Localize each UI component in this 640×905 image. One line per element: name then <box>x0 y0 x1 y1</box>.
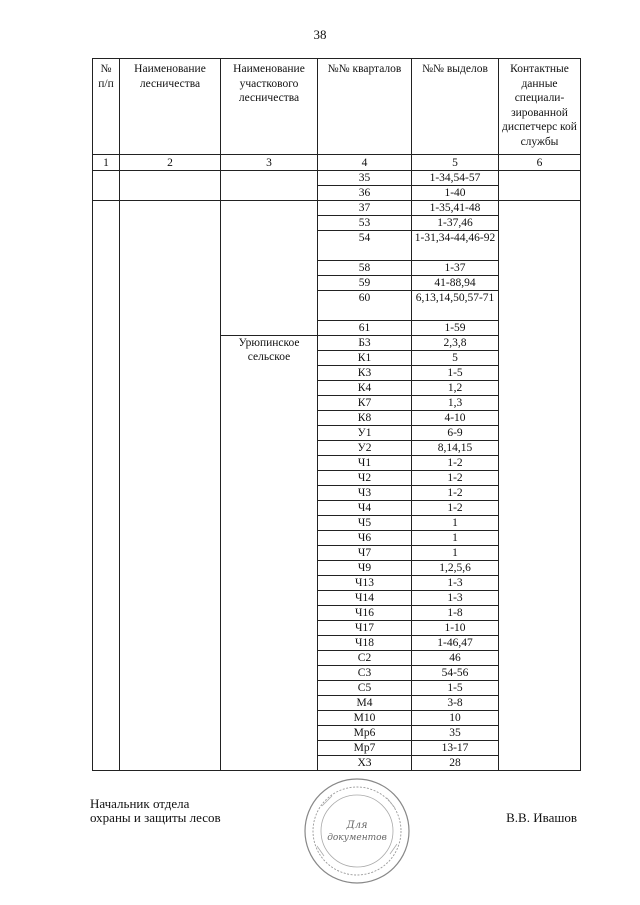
cell-allotments: 4-10 <box>412 411 499 426</box>
header-index-row <box>93 155 581 171</box>
cell-allotments: 1-59 <box>412 321 499 336</box>
cell-quarter: С3 <box>318 666 412 681</box>
cell-quarter: Мр7 <box>318 741 412 756</box>
cell-quarter: Ч14 <box>318 591 412 606</box>
cell-forestry <box>120 171 221 201</box>
cell-quarter: Ч13 <box>318 576 412 591</box>
col-header-allotments: №№ выделов <box>412 59 499 155</box>
cell-quarter: М4 <box>318 696 412 711</box>
cell-allotments: 1-2 <box>412 486 499 501</box>
cell-allotments: 1-8 <box>412 606 499 621</box>
cell-allotments: 1-2 <box>412 501 499 516</box>
cell-quarter: Ч16 <box>318 606 412 621</box>
signatory-name: В.В. Ивашов <box>506 810 577 825</box>
cell-quarter: 54 <box>318 231 412 261</box>
cell-allotments: 6,13,14,50,57-71 <box>412 291 499 321</box>
cell-quarter: М10 <box>318 711 412 726</box>
cell-allotments: 1-37,46 <box>412 216 499 231</box>
cell-quarter: Ч6 <box>318 531 412 546</box>
cell-quarter: У2 <box>318 441 412 456</box>
cell-contacts <box>499 201 581 771</box>
col-index: 1 <box>93 155 120 171</box>
col-header-forestry: Наименование лесничества <box>120 59 221 155</box>
cell-quarter: Ч5 <box>318 516 412 531</box>
cell-allotments: 1 <box>412 516 499 531</box>
cell-quarter: 58 <box>318 261 412 276</box>
cell-allotments: 1 <box>412 546 499 561</box>
cell-allotments: 3-8 <box>412 696 499 711</box>
cell-quarter: Ч2 <box>318 471 412 486</box>
col-header-quarters: №№ кварталов <box>318 59 412 155</box>
cell-quarter: Б3 <box>318 336 412 351</box>
cell-allotments: 1-2 <box>412 471 499 486</box>
official-stamp <box>302 776 412 886</box>
cell-allotments: 41-88,94 <box>412 276 499 291</box>
cell-quarter: 59 <box>318 276 412 291</box>
col-header-contacts: Контактные данные специали-зированной диспетчерс кой службы <box>499 59 581 155</box>
cell-forestry <box>120 201 221 771</box>
cell-quarter: К7 <box>318 396 412 411</box>
svg-text:Для: Для <box>346 820 368 831</box>
cell-allotments: 28 <box>412 756 499 771</box>
cell-quarter: 53 <box>318 216 412 231</box>
cell-allotments: 1-31,34-44,46-92 <box>412 231 499 261</box>
cell-allotments: 13-17 <box>412 741 499 756</box>
signatory-title <box>90 797 221 825</box>
col-index: 5 <box>412 155 499 171</box>
cell-quarter: 60 <box>318 291 412 321</box>
cell-allotments: 1 <box>412 531 499 546</box>
cell-number <box>93 171 120 201</box>
cell-allotments: 1-35,41-48 <box>412 201 499 216</box>
cell-district-forestry <box>221 171 318 201</box>
svg-text:документов: документов <box>327 833 387 843</box>
cell-district-forestry <box>221 201 318 336</box>
cell-quarter: Ч1 <box>318 456 412 471</box>
cell-quarter: 36 <box>318 186 412 201</box>
cell-allotments: 1-46,47 <box>412 636 499 651</box>
cell-allotments: 54-56 <box>412 666 499 681</box>
cell-allotments: 35 <box>412 726 499 741</box>
cell-contacts <box>499 171 581 201</box>
page-number: 38 <box>313 27 327 42</box>
col-index: 4 <box>318 155 412 171</box>
signatory-title-line: охраны и защиты лесов <box>90 810 221 825</box>
col-index: 6 <box>499 155 581 171</box>
cell-quarter: Ч4 <box>318 501 412 516</box>
cell-quarter: К1 <box>318 351 412 366</box>
cell-quarter: Х3 <box>318 756 412 771</box>
header-row <box>93 59 581 155</box>
col-index: 3 <box>221 155 318 171</box>
cell-allotments: 8,14,15 <box>412 441 499 456</box>
cell-allotments: 1,2,5,6 <box>412 561 499 576</box>
cell-quarter: Ч18 <box>318 636 412 651</box>
cell-allotments: 1-37 <box>412 261 499 276</box>
cell-allotments: 1,3 <box>412 396 499 411</box>
cell-allotments: 46 <box>412 651 499 666</box>
col-index: 2 <box>120 155 221 171</box>
cell-allotments: 10 <box>412 711 499 726</box>
cell-quarter: 37 <box>318 201 412 216</box>
cell-allotments: 1-5 <box>412 366 499 381</box>
cell-allotments: 1-5 <box>412 681 499 696</box>
forest-areas-table <box>92 58 581 771</box>
cell-quarter: Ч17 <box>318 621 412 636</box>
table-row <box>93 171 581 186</box>
col-header-number: № п/п <box>93 59 120 155</box>
cell-quarter: Ч7 <box>318 546 412 561</box>
cell-quarter: К4 <box>318 381 412 396</box>
cell-district-forestry: Урюпинское сельское <box>221 336 318 771</box>
cell-number <box>93 201 120 771</box>
cell-allotments: 6-9 <box>412 426 499 441</box>
cell-allotments: 1-2 <box>412 456 499 471</box>
cell-allotments: 5 <box>412 351 499 366</box>
cell-quarter: К8 <box>318 411 412 426</box>
col-header-district-forestry: Наименование участкового лесничества <box>221 59 318 155</box>
signatory-title-line: Начальник отдела <box>90 796 190 811</box>
cell-allotments: 1,2 <box>412 381 499 396</box>
table-row <box>93 201 581 216</box>
cell-allotments: 1-34,54-57 <box>412 171 499 186</box>
cell-quarter: С2 <box>318 651 412 666</box>
cell-allotments: 2,3,8 <box>412 336 499 351</box>
cell-allotments: 1-3 <box>412 591 499 606</box>
cell-quarter: Ч9 <box>318 561 412 576</box>
cell-quarter: С5 <box>318 681 412 696</box>
cell-allotments: 1-40 <box>412 186 499 201</box>
cell-quarter: Мр6 <box>318 726 412 741</box>
cell-allotments: 1-10 <box>412 621 499 636</box>
cell-allotments: 1-3 <box>412 576 499 591</box>
cell-quarter: Ч3 <box>318 486 412 501</box>
cell-quarter: 35 <box>318 171 412 186</box>
cell-quarter: 61 <box>318 321 412 336</box>
cell-quarter: У1 <box>318 426 412 441</box>
cell-quarter: К3 <box>318 366 412 381</box>
